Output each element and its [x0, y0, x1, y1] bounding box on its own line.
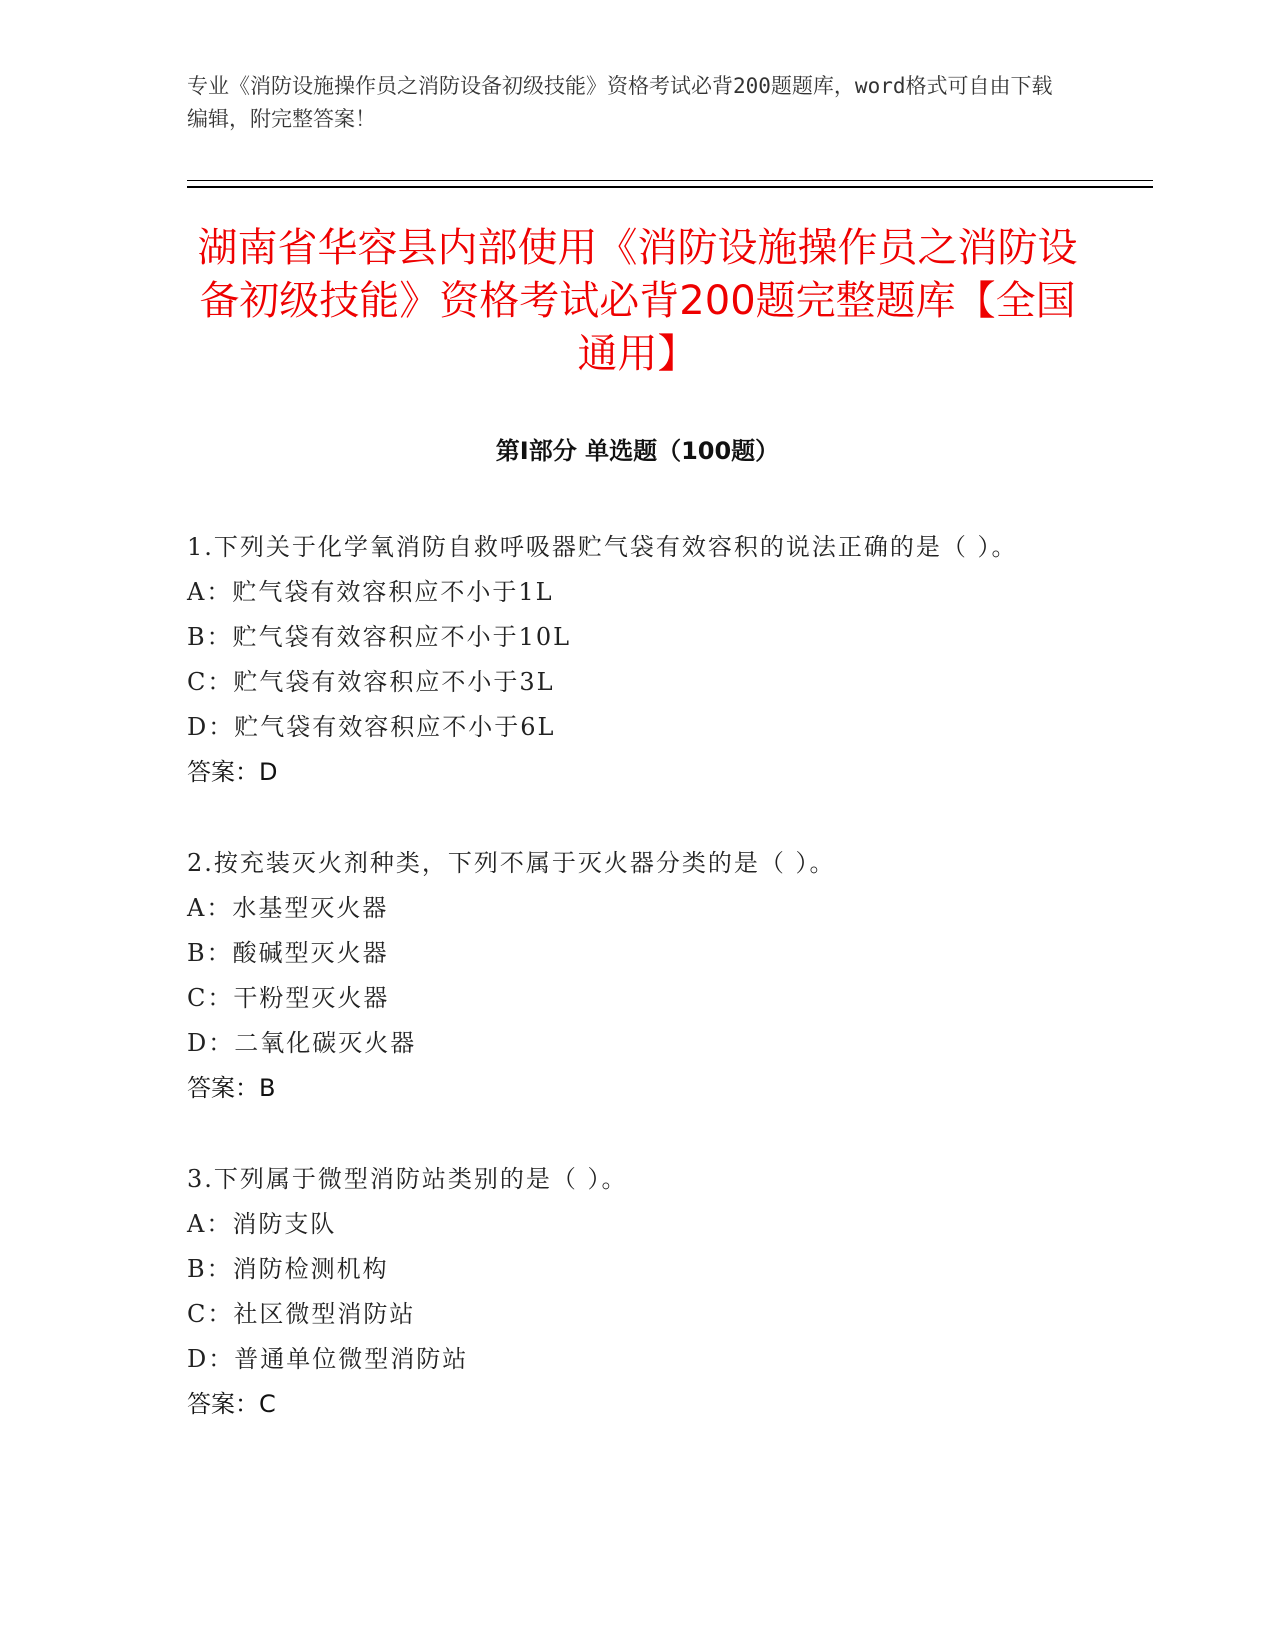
option-c: C：社区微型消防站	[187, 1300, 416, 1328]
answer: 答案：C	[187, 1390, 276, 1418]
question-1	[187, 525, 1067, 795]
question-list	[187, 525, 1067, 1473]
answer: 答案：D	[187, 758, 278, 786]
header-divider-thick	[187, 186, 1153, 188]
section-title: 第Ⅰ部分 单选题（100题）	[495, 437, 780, 465]
option-b: B：贮气袋有效容积应不小于10L	[187, 623, 572, 651]
document-title: 湖南省华容县内部使用《消防设施操作员之消防设备初级技能》资格考试必背200题完整题库【全国通用】	[197, 225, 1078, 377]
question-2	[187, 841, 1067, 1111]
option-b: B：酸碱型灭火器	[187, 939, 389, 967]
option-d: D：贮气袋有效容积应不小于6L	[187, 713, 556, 741]
answer: 答案：B	[187, 1074, 276, 1102]
option-c: C：干粉型灭火器	[187, 984, 390, 1012]
option-a: A：消防支队	[187, 1210, 337, 1238]
option-d: D：二氧化碳灭火器	[187, 1029, 417, 1057]
option-b: B：消防检测机构	[187, 1255, 389, 1283]
option-d: D：普通单位微型消防站	[187, 1345, 469, 1373]
question-text: 3.下列属于微型消防站类别的是（ ）。	[187, 1165, 628, 1193]
header-divider-thin	[187, 180, 1153, 181]
header-note: 专业《消防设施操作员之消防设备初级技能》资格考试必背200题题库，word格式可自由下载编辑，附完整答案！	[187, 74, 1053, 131]
question-text: 1.下列关于化学氧消防自救呼吸器贮气袋有效容积的说法正确的是（ ）。	[187, 533, 1018, 561]
option-a: A：水基型灭火器	[187, 894, 389, 922]
option-c: C：贮气袋有效容积应不小于3L	[187, 668, 555, 696]
question-text: 2.按充装灭火剂种类，下列不属于灭火器分类的是（ ）。	[187, 849, 836, 877]
question-3	[187, 1157, 1067, 1427]
option-a: A：贮气袋有效容积应不小于1L	[187, 578, 554, 606]
